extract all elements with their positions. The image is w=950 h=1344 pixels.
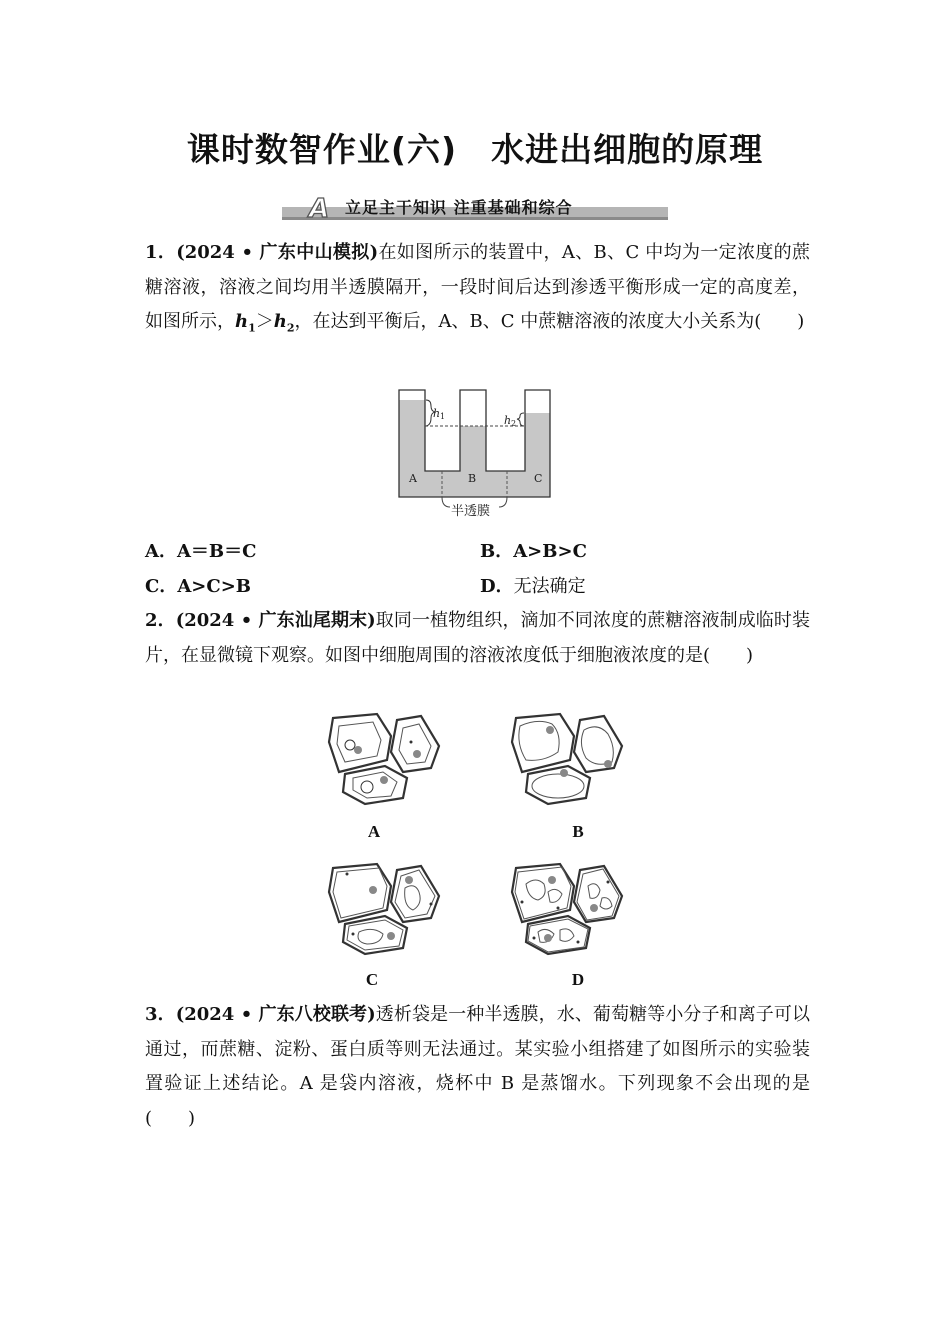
q3-text: 透析袋是一种半透膜，水、葡萄糖等小分子和离子可以通过，而蔗糖、淀粉、蛋白质等则无法通过。某实验小组搭建了如图所示的实验装置验证上述结论。A 是袋内溶液，烧杯中 B 是蒸馏水。下列现象不会出现的是( ) — [145, 1004, 810, 1129]
q1-option-c[interactable]: C．A>C>B — [145, 576, 251, 597]
q1-text-b: ，在达到平衡后，A、B、C 中蔗糖溶液的浓度大小关系为( ) — [294, 311, 805, 332]
label-a: A — [409, 472, 417, 485]
q1-h1: h — [235, 311, 249, 332]
q1-h1-sub: 1 — [248, 321, 256, 335]
section-heading: 立足主干知识 注重基础和综合 — [345, 198, 573, 217]
q2-number: 2． — [145, 610, 176, 631]
h2-label: h — [504, 414, 512, 427]
h1-label: h — [433, 407, 441, 420]
q1-text-a: 在如图所示的装置中，A、B、C 中均为一定浓度的蔗糖溶液，溶液之间均用半透膜隔开，一段时间后达到渗透平衡形成一定的高度差，如图所示， — [145, 242, 811, 332]
cell-label-d: D — [571, 970, 585, 989]
cell-figure-b — [508, 712, 628, 810]
q1-gt: ＞ — [255, 311, 274, 332]
q1-h2-sub: 2 — [286, 321, 295, 335]
membrane-label: 半透膜 — [451, 504, 491, 519]
cell-label-c: C — [365, 970, 379, 989]
question-2 — [145, 604, 810, 673]
svg-text:2: 2 — [511, 419, 517, 428]
q1-option-a[interactable]: A．A＝B＝C — [145, 541, 257, 562]
cell-figure-c — [325, 862, 445, 960]
cell-figure-a — [325, 712, 445, 810]
cell-label-a: A — [367, 822, 381, 841]
q1-source: (2024 • 广东中山模拟) — [176, 242, 379, 263]
cell-label-b: B — [572, 822, 584, 841]
q3-source: (2024 • 广东八校联考) — [175, 1004, 376, 1025]
q1-number: 1． — [145, 242, 177, 263]
q1-h2: h — [273, 311, 287, 332]
section-badge: A — [309, 194, 330, 223]
label-c: C — [534, 472, 543, 485]
q2-source: (2024 • 广东汕尾期末) — [175, 610, 376, 631]
liquid-b — [460, 426, 486, 497]
q3-number: 3． — [145, 1004, 176, 1025]
label-b: B — [468, 472, 477, 485]
svg-text:1: 1 — [440, 412, 446, 421]
q1-option-d[interactable]: D．无法确定 — [480, 576, 586, 597]
page-title: 课时数智作业(六) 水进出细胞的原理 — [186, 130, 764, 169]
q1-option-b[interactable]: B．A>B>C — [480, 541, 587, 562]
question-1 — [145, 236, 810, 346]
q1-figure — [395, 386, 555, 522]
question-3 — [145, 998, 810, 1136]
cell-figure-d — [508, 862, 628, 960]
q2-text: 取同一植物组织，滴加不同浓度的蔗糖溶液制成临时装片，在显微镜下观察。如图中细胞周围的溶液浓度低于细胞液浓度的是( ) — [145, 610, 810, 666]
